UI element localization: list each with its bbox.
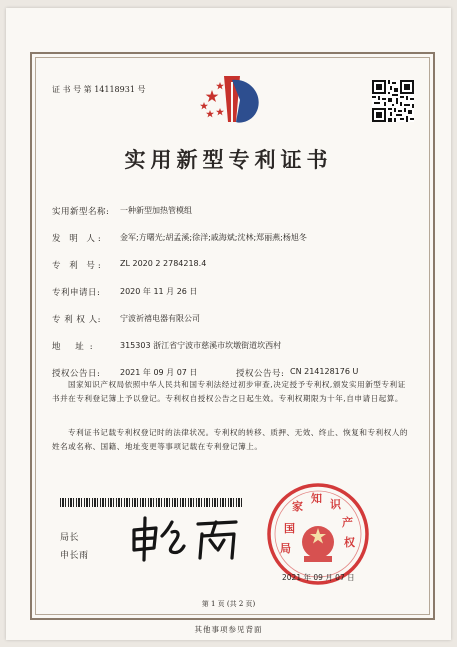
page-indicator: 第 1 页 (共 2 页) — [201, 600, 256, 608]
field-filing-date-label: 专利申请日: — [52, 288, 101, 298]
seal-char-6: 权 — [344, 536, 355, 549]
seal-date: 2021 年 09 月 07 日 — [282, 573, 355, 582]
announce-number-label: 授权公告号: — [236, 369, 285, 379]
director-name: 申长雨 — [60, 551, 89, 561]
field-patent-no-value: ZL 2020 2 2784218.4 — [120, 259, 207, 268]
seal-char-2: 家 — [292, 500, 303, 513]
field-name-label: 实用新型名称: — [52, 207, 110, 217]
field-name-value: 一种新型加热管模组 — [120, 206, 192, 215]
field-inventor-value: 金军;方曙光;胡孟溪;徐洋;戚海斌;沈林;郑丽燕;杨旭冬 — [120, 233, 307, 242]
certificate-number-value: 14118931 — [94, 85, 135, 94]
announce-date-value: 2021 年 09 月 07 日 — [120, 368, 198, 377]
director-signature — [128, 514, 248, 562]
legal-status-paragraph-text: 专利证书记载专利权登记时的法律状况。专利权的转移、质押、无效、终止、恢复和专利权人的姓名或名称、国籍、地址变更等事项记载在专利登记簿上。 — [52, 428, 408, 451]
legal-status-paragraph — [52, 426, 412, 454]
certificate-number-suffix: 号 — [137, 85, 146, 94]
field-patentee-value: 宁波祈禧电器有限公司 — [120, 314, 200, 323]
field-patent-no-label: 专 利 号: — [52, 261, 104, 271]
cnipa-logo — [196, 70, 268, 128]
field-filing-date-value: 2020 年 11 月 26 日 — [120, 287, 198, 296]
certificate-number-label: 证 书 号 第 — [52, 85, 92, 94]
field-patentee-label: 专 利 权 人: — [52, 315, 101, 325]
footer-note: 其他事项参见背面 — [194, 625, 263, 634]
qr-code-icon — [372, 80, 414, 122]
seal-char-7: 局 — [280, 542, 291, 555]
barcode — [60, 498, 242, 507]
seal-char-5: 产 — [342, 516, 353, 529]
field-address-label: 地 址: — [52, 342, 99, 352]
seal-char-3: 知 — [311, 492, 322, 505]
announce-number-value: CN 214128176 U — [290, 367, 359, 376]
field-address-value: 315303 浙江省宁波市慈溪市坎墩街道坎西村 — [120, 341, 282, 350]
seal-char-4: 识 — [330, 498, 341, 511]
director-title: 局长 — [60, 533, 80, 543]
grant-paragraph — [52, 378, 412, 406]
certificate-number — [52, 84, 145, 95]
grant-paragraph-text: 国家知识产权局依照中华人民共和国专利法经过初步审查,决定授予专利权,颁发实用新型专利证书并在专利登记簿上予以登记。专利权自授权公告之日起生效。专利权期限为十年,自申请日起算。 — [52, 380, 406, 403]
official-seal — [266, 482, 370, 586]
announce-date-label: 授权公告日: — [52, 369, 101, 379]
seal-char-1: 国 — [284, 522, 295, 535]
field-inventor-label: 发 明 人: — [52, 234, 104, 244]
certificate-title: 实用新型专利证书 — [124, 147, 333, 172]
